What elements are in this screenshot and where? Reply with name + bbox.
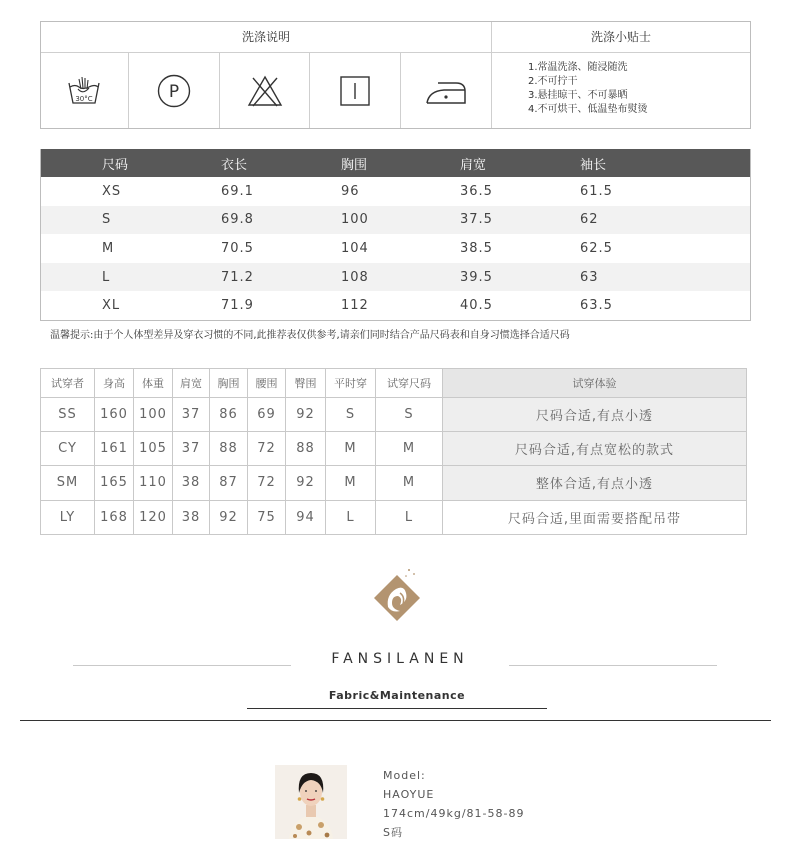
fitting-row — [41, 398, 747, 432]
fitting-header-row — [41, 369, 747, 398]
fitting-cell: 105 — [134, 432, 173, 466]
fitting-header: 臀围 — [286, 369, 326, 398]
fitting-experience: 尺码合适,有点宽松的款式 — [443, 432, 747, 466]
size-cell: 71.2 — [221, 269, 254, 285]
fitting-cell: 92 — [286, 466, 326, 500]
fitting-cell: 88 — [286, 432, 326, 466]
size-cell: 69.1 — [221, 183, 254, 199]
fitting-cell: 92 — [210, 500, 248, 534]
header-size: 尺码 — [102, 157, 129, 173]
size-cell: 63 — [580, 269, 599, 285]
header-shoulder: 肩宽 — [460, 157, 487, 173]
size-cell: 69.8 — [221, 212, 254, 228]
fitting-row — [41, 466, 747, 500]
brand-logo-icon — [370, 567, 424, 627]
fitting-cell: 100 — [134, 398, 173, 432]
care-icons-row — [41, 53, 492, 128]
size-cell: 112 — [341, 298, 369, 314]
size-cell: XS — [102, 183, 122, 199]
section-title: Fabric&Maintenance — [328, 689, 466, 702]
size-cell: M — [102, 240, 115, 256]
fitting-table — [40, 368, 747, 535]
size-cell: 62 — [580, 212, 599, 228]
fitting-cell: 75 — [248, 500, 286, 534]
size-row — [41, 291, 750, 320]
fitting-cell: 37 — [173, 432, 210, 466]
model-size: S码 — [383, 826, 403, 839]
fitting-cell: 87 — [210, 466, 248, 500]
fitting-cell: 38 — [173, 466, 210, 500]
fitting-cell: M — [376, 432, 443, 466]
fitting-cell: 37 — [173, 398, 210, 432]
fitting-header: 试穿者 — [41, 369, 95, 398]
fitting-cell: 92 — [286, 398, 326, 432]
fitting-cell: 72 — [248, 432, 286, 466]
fitting-cell: 86 — [210, 398, 248, 432]
fitting-cell: 94 — [286, 500, 326, 534]
section-divider — [20, 720, 771, 721]
fitting-cell: M — [376, 466, 443, 500]
fitting-cell: 165 — [95, 466, 134, 500]
fitting-cell: 168 — [95, 500, 134, 534]
care-tip: 3.悬挂晾干、不可暴晒 — [528, 90, 628, 101]
care-instructions-title: 洗涤说明 — [41, 22, 492, 53]
fitting-cell: S — [326, 398, 376, 432]
fitting-cell: 88 — [210, 432, 248, 466]
fitting-cell: CY — [41, 432, 95, 466]
care-tip: 1.常温洗涤、随浸随洗 — [528, 62, 628, 73]
size-cell: S — [102, 212, 112, 228]
iron-icon — [401, 53, 491, 128]
brand-name: FANSILANEN — [331, 651, 469, 667]
size-cell: 70.5 — [221, 240, 254, 256]
size-cell: 96 — [341, 183, 360, 199]
size-cell: XL — [102, 298, 121, 314]
care-table — [40, 21, 751, 129]
fitting-experience: 整体合适,有点小透 — [443, 466, 747, 500]
fitting-cell: 69 — [248, 398, 286, 432]
fitting-row — [41, 500, 747, 534]
fitting-cell: SS — [41, 398, 95, 432]
model-photo — [275, 765, 347, 839]
size-cell: L — [102, 269, 111, 285]
size-cell: 38.5 — [460, 240, 493, 256]
care-tip: 2.不可拧干 — [528, 76, 578, 87]
hand-wash-30c-icon — [41, 53, 129, 128]
fitting-cell: LY — [41, 500, 95, 534]
brand-divider-right — [509, 665, 717, 666]
size-cell: 108 — [341, 269, 369, 285]
size-row — [41, 206, 750, 235]
wash-temperature-label: 30°C — [75, 94, 94, 103]
dry-clean-p-icon — [129, 53, 220, 128]
size-cell: 104 — [341, 240, 369, 256]
fitting-cell: 38 — [173, 500, 210, 534]
size-cell: 39.5 — [460, 269, 493, 285]
header-sleeve: 袖长 — [580, 157, 607, 173]
section-title-underline — [247, 708, 547, 709]
model-name: HAOYUE — [383, 788, 435, 801]
size-table — [40, 149, 751, 321]
fitting-experience: 尺码合适,里面需要搭配吊带 — [443, 500, 747, 534]
size-row — [41, 177, 750, 206]
fitting-cell: M — [326, 432, 376, 466]
size-cell: 37.5 — [460, 212, 493, 228]
fitting-experience: 尺码合适,有点小透 — [443, 398, 747, 432]
size-cell: 100 — [341, 212, 369, 228]
fitting-cell: M — [326, 466, 376, 500]
header-chest: 胸围 — [341, 157, 368, 173]
fitting-cell: 161 — [95, 432, 134, 466]
fitting-cell: 110 — [134, 466, 173, 500]
fitting-header: 胸围 — [210, 369, 248, 398]
size-cell: 62.5 — [580, 240, 613, 256]
size-cell: 61.5 — [580, 183, 613, 199]
size-tip-note: 温馨提示:由于个人体型差异及穿衣习惯的不同,此推荐表仅供参考,请亲们同时结合产品尺码表和自身习惯选择合适尺码 — [50, 330, 570, 341]
model-label: Model: — [383, 769, 426, 782]
care-tip: 4.不可烘干、低温垫布熨烫 — [528, 104, 648, 115]
fitting-cell: 72 — [248, 466, 286, 500]
no-bleach-icon — [220, 53, 311, 128]
dry-clean-letter: P — [168, 81, 179, 102]
size-table-header — [41, 149, 750, 177]
size-row — [41, 263, 750, 292]
fitting-header: 试穿体验 — [443, 369, 747, 398]
model-measurements: 174cm/49kg/81-58-89 — [383, 807, 525, 820]
fitting-cell: SM — [41, 466, 95, 500]
fitting-header: 体重 — [134, 369, 173, 398]
size-cell: 40.5 — [460, 298, 493, 314]
fitting-cell: L — [326, 500, 376, 534]
care-tips-title: 洗涤小贴士 — [492, 22, 750, 53]
brand-divider-left — [73, 665, 291, 666]
care-tips-list — [492, 53, 750, 128]
fitting-header: 身高 — [95, 369, 134, 398]
header-length: 衣长 — [221, 157, 248, 173]
fitting-cell: S — [376, 398, 443, 432]
size-cell: 71.9 — [221, 298, 254, 314]
fitting-header: 试穿尺码 — [376, 369, 443, 398]
size-cell: 63.5 — [580, 298, 613, 314]
fitting-cell: 160 — [95, 398, 134, 432]
fitting-header: 平时穿 — [326, 369, 376, 398]
fitting-header: 肩宽 — [173, 369, 210, 398]
fitting-cell: 120 — [134, 500, 173, 534]
fitting-cell: L — [376, 500, 443, 534]
line-dry-icon — [310, 53, 401, 128]
fitting-header: 腰围 — [248, 369, 286, 398]
size-row — [41, 234, 750, 263]
size-cell: 36.5 — [460, 183, 493, 199]
fitting-row — [41, 432, 747, 466]
model-info — [383, 766, 524, 842]
